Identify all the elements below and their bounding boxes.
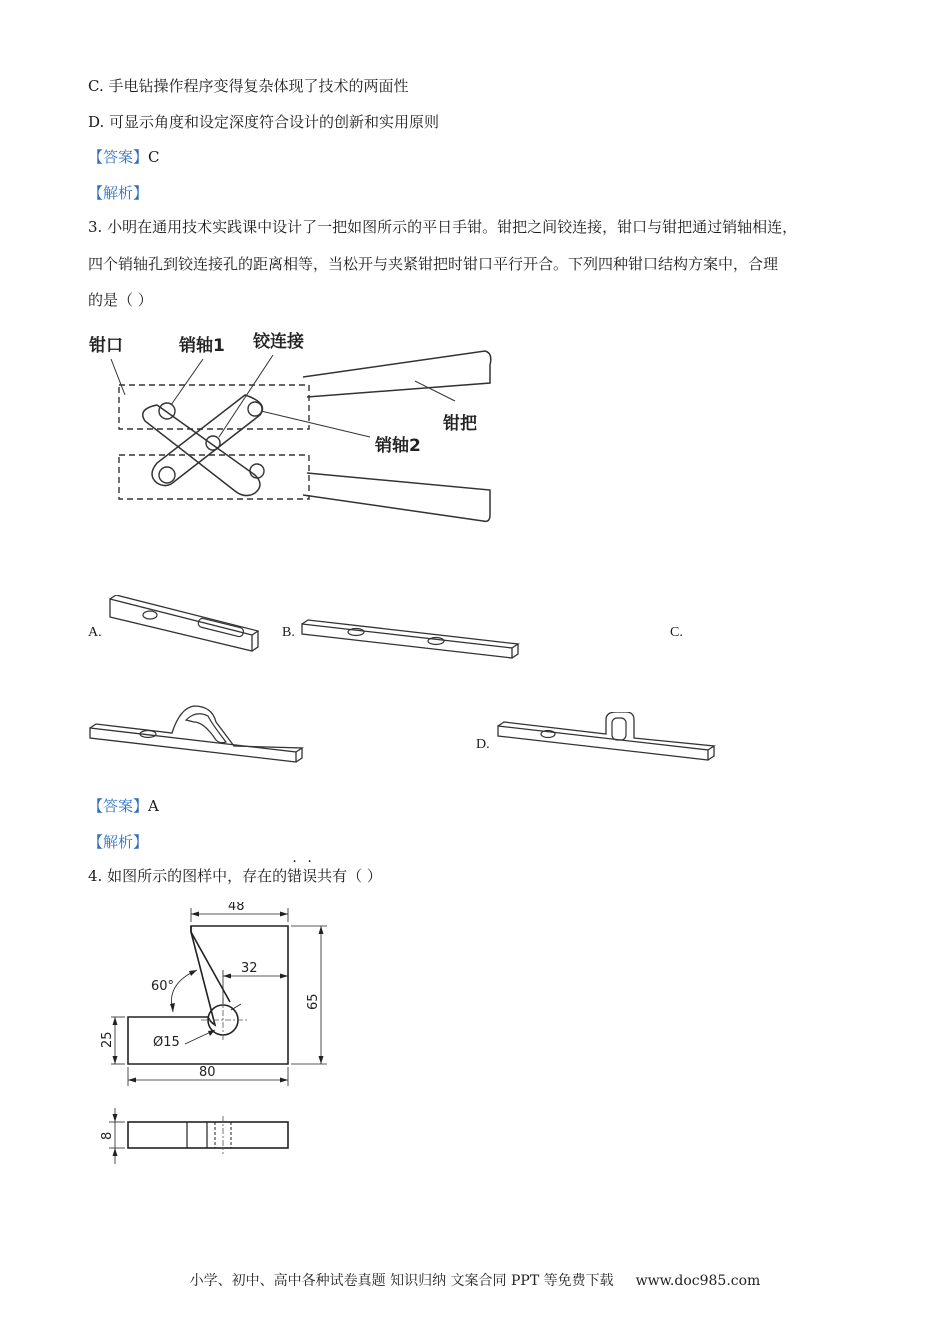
pin2-hole [250,464,264,478]
q2-analysis-tag: 【解析】 [88,184,149,202]
answer-tag: 【答案】 [88,797,149,815]
q4-stem-after: 共有（ ） [317,867,382,885]
lower-handle [303,473,490,521]
label-handle: 钳把 [443,414,477,434]
option-c-label: C. [670,625,683,640]
dim-80: 80 [199,1065,216,1080]
q3-stem-line2: 四个销轴孔到铰连接孔的距离相等，当松开与夹紧钳把时钳口平行开合。下列四种钳口结构方案中，合理 [88,255,779,273]
dim-65: 65 [306,993,321,1010]
pin1-hole [159,403,175,419]
label-hinge: 铰连接 [253,332,304,352]
option-c-figure [86,700,306,770]
q4-stem-emph2: 误 [302,867,318,885]
pin-hole-bottom-left [159,467,175,483]
q4-stem [88,866,382,886]
dim-60: 60° [151,979,175,994]
top-view-outline [128,1122,288,1148]
q3-answer-row [88,796,159,816]
option-b-label: B. [282,625,295,640]
footer-text: 小学、初中、高中各种试卷真题 知识归纳 文案合同 PPT 等免费下载 [189,1273,614,1289]
q4-stem-before: 4. 如图所示的图样中，存在的 [88,867,288,885]
q2-option-c: C. 手电钻操作程序变得复杂体现了技术的两面性 [88,77,409,95]
q3-stem-line3: 的是（ ） [88,291,153,309]
label-jaw: 钳口 [89,336,123,356]
front-view-outline [128,926,288,1064]
footer-url[interactable]: www.doc985.com [635,1273,761,1289]
technical-drawing [95,902,345,1177]
page-footer [0,1270,950,1290]
option-a-figure [104,595,259,665]
q3-stem-line1: 3. 小明在通用技术实践课中设计了一把如图所示的平日手钳。钳把之间铰连接，钳口与钳把通过销轴相连， [88,218,798,236]
dim-phi15: Ø15 [153,1035,180,1050]
answer-tag: 【答案】 [88,148,149,166]
pliers-figure [85,325,505,535]
label-pin1: 销轴1 [179,336,225,356]
jaw-region-bottom [119,455,309,499]
pin-hole-top-right [248,402,262,416]
dim-32: 32 [241,961,258,976]
option-d-label: D. [476,737,490,752]
q2-answer-row [88,147,160,167]
answer-value: C [148,148,160,166]
answer-value: A [148,797,159,815]
dim-25: 25 [100,1031,115,1048]
label-pin2: 销轴2 [375,436,421,456]
option-a-label: A. [88,625,102,640]
option-b-figure [298,618,523,663]
q4-stem-emph1: 错 [287,867,303,885]
q2-option-d: D. 可显示角度和设定深度符合设计的创新和实用原则 [88,113,440,131]
q3-analysis-tag: 【解析】 [88,833,149,851]
option-d-figure [494,712,719,767]
hinge-hole [206,436,220,450]
dim-8: 8 [100,1131,115,1140]
upper-handle [303,351,491,397]
link-bar-1 [143,405,260,496]
dim-48: 48 [228,902,245,914]
